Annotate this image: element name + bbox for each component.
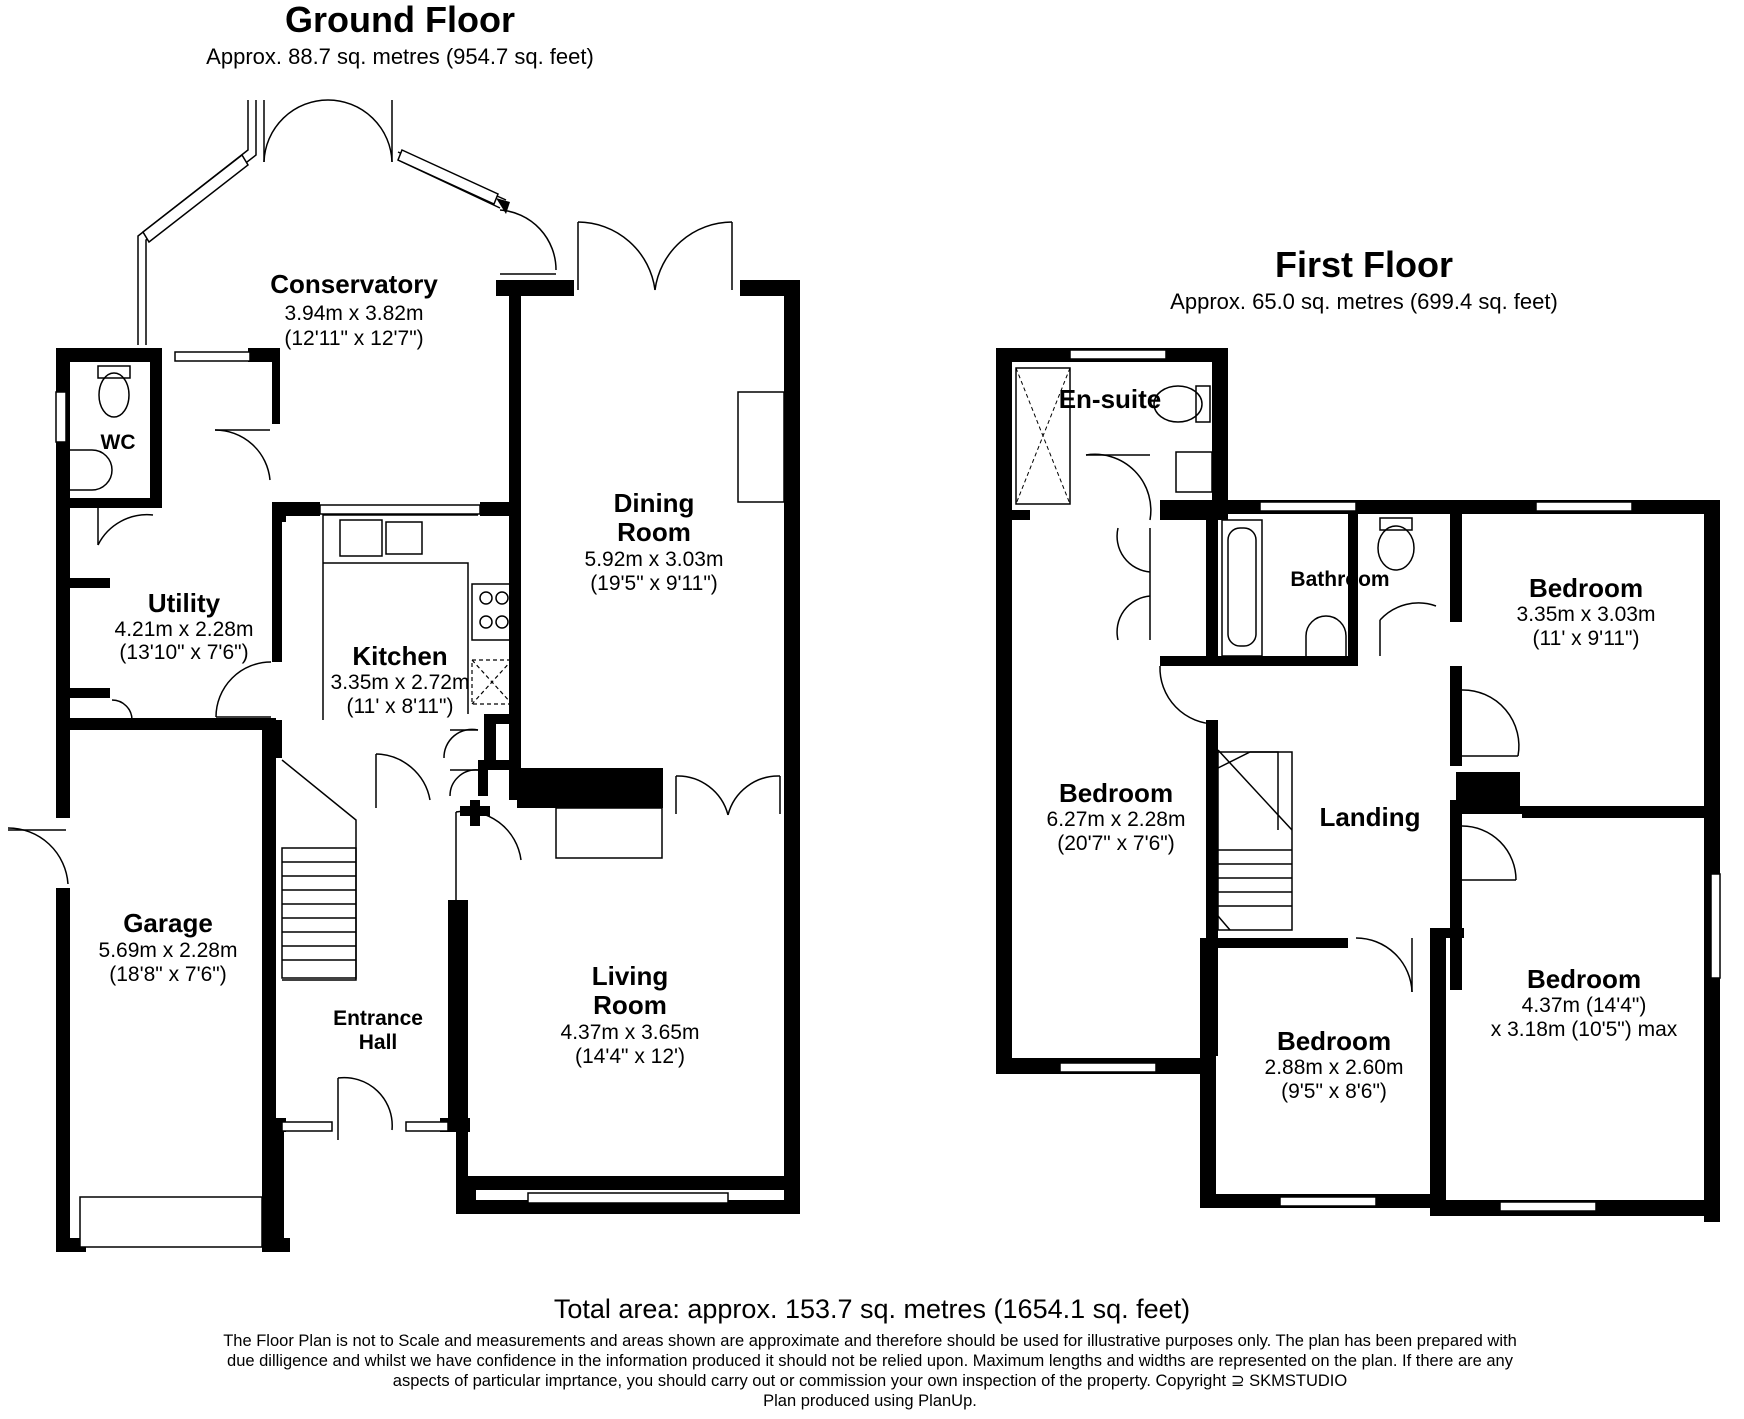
kitchen-dim-m: 3.35m x 2.72m xyxy=(330,671,470,694)
first-floor-area: Approx. 65.0 sq. metres (699.4 sq. feet) xyxy=(1170,289,1558,314)
entrance-hall-label-line1: Entrance xyxy=(333,1007,423,1030)
bedroom-left-dim-m: 6.27m x 2.28m xyxy=(1046,808,1186,831)
plan-credit: Plan produced using PlanUp. xyxy=(763,1392,977,1410)
bedroom-top-right-dim-ft: (11' x 9'11") xyxy=(1532,627,1640,650)
total-area: Total area: approx. 153.7 sq. metres (1654.1 sq. feet) xyxy=(553,1294,1191,1324)
ground-floor-labels xyxy=(99,269,724,1068)
entrance-hall-label-line2: Hall xyxy=(358,1031,398,1054)
first-floor-labels xyxy=(1047,384,1678,1103)
living-room-label-line1: Living xyxy=(591,961,669,991)
first-floor-title: First Floor xyxy=(1275,244,1453,285)
bedroom-top-right-dim-m: 3.35m x 3.03m xyxy=(1516,603,1656,626)
en-suite-label: En-suite xyxy=(1058,384,1162,414)
kitchen-dim-ft: (11' x 8'11") xyxy=(346,695,454,718)
garage-label: Garage xyxy=(123,908,213,938)
utility-dim-ft: (13'10" x 7'6") xyxy=(119,641,249,664)
bedroom-top-right-label: Bedroom xyxy=(1528,573,1644,603)
bedroom-bottom-middle-dim-ft: (9'5" x 8'6") xyxy=(1281,1080,1387,1103)
bedroom-bottom-right-dim-line2: x 3.18m (10'5") max xyxy=(1490,1018,1678,1041)
utility-label: Utility xyxy=(147,588,221,618)
disclaimer-block xyxy=(220,1331,1520,1411)
bedroom-bottom-right-label: Bedroom xyxy=(1526,964,1642,994)
ground-floor-area: Approx. 88.7 sq. metres (954.7 sq. feet) xyxy=(206,44,594,69)
dining-room-label-line2: Room xyxy=(617,517,691,547)
living-room-label-line2: Room xyxy=(593,990,667,1020)
bedroom-left-dim-ft: (20'7" x 7'6") xyxy=(1057,832,1175,855)
bedroom-bottom-middle-dim-m: 2.88m x 2.60m xyxy=(1264,1056,1404,1079)
kitchen-label: Kitchen xyxy=(352,641,448,671)
conservatory-label: Conservatory xyxy=(270,269,438,299)
living-room-dim-m: 4.37m x 3.65m xyxy=(560,1021,700,1044)
ground-floor-title: Ground Floor xyxy=(285,0,515,40)
garage-dim-m: 5.69m x 2.28m xyxy=(98,939,238,962)
ground-floor-walls xyxy=(56,280,800,1252)
bedroom-bottom-middle-label: Bedroom xyxy=(1276,1026,1392,1056)
bathroom-label: Bathroom xyxy=(1290,568,1390,591)
conservatory-french-doors xyxy=(264,100,556,274)
landing-label: Landing xyxy=(1319,802,1421,832)
bedroom-bottom-right-dim-line1: 4.37m (14'4") xyxy=(1521,994,1647,1017)
dining-french-doors xyxy=(578,222,732,290)
garage-dim-ft: (18'8" x 7'6") xyxy=(109,963,227,986)
wc-label: WC xyxy=(100,431,136,454)
utility-dim-m: 4.21m x 2.28m xyxy=(114,618,254,641)
ground-floor-plan xyxy=(8,0,800,1252)
dining-room-label-line1: Dining xyxy=(613,488,695,518)
first-floor-plan xyxy=(996,244,1720,1222)
conservatory-dim-ft: (12'11" x 12'7") xyxy=(284,327,424,350)
living-room-dim-ft: (14'4" x 12') xyxy=(574,1045,686,1068)
conservatory-dim-m: 3.94m x 3.82m xyxy=(284,302,424,325)
dining-room-dim-ft: (19'5" x 9'11") xyxy=(590,572,718,595)
bedroom-left-label: Bedroom xyxy=(1058,778,1174,808)
disclaimer-text: The Floor Plan is not to Scale and measurements and areas shown are approximate and therefore should be used for illustrative purposes only. The plan has been prepared with due dilligence and whilst we have confidence in the information produced it should not be relied upon. Maximum lengths and widths are represented on the plan. If there are any aspects of particular imprtance, you should carry out or commission your own inspection of the property. Copyright ⊇ SKMSTUDIO xyxy=(223,1332,1517,1390)
dining-room-dim-m: 5.92m x 3.03m xyxy=(584,548,724,571)
